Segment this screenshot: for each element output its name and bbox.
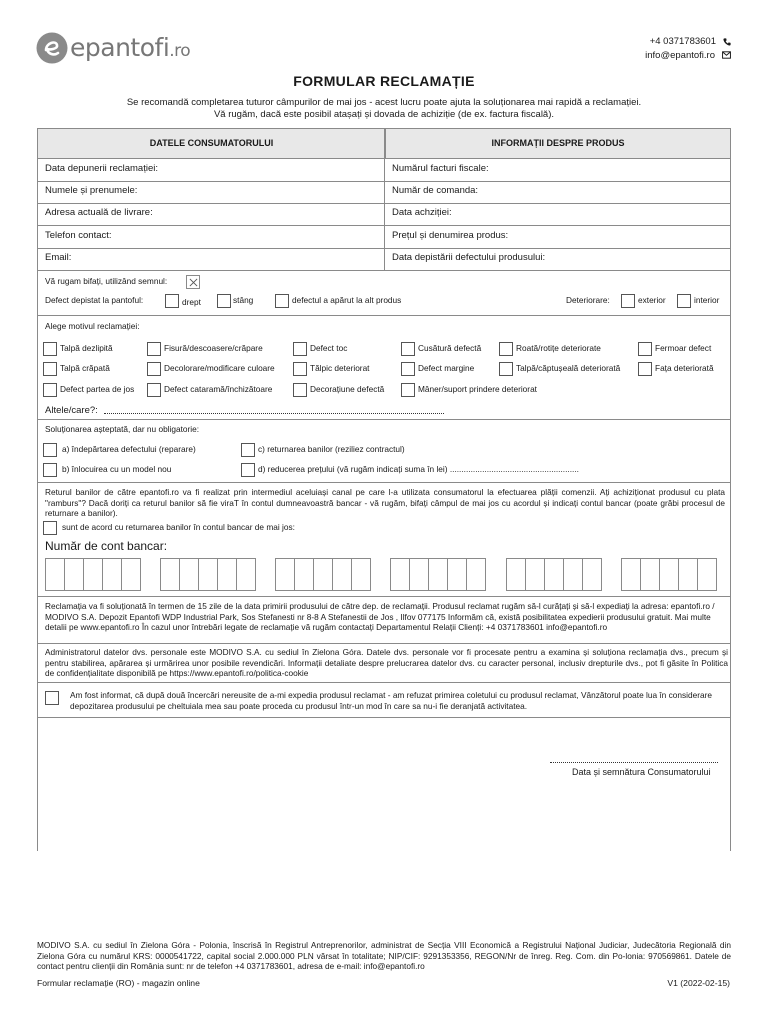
complaint-form: [37, 128, 731, 851]
checkbox-reason-sole-cracked[interactable]: [43, 362, 57, 376]
epantofi-logo-icon: [36, 32, 68, 64]
form-title: FORMULAR RECLAMAȚIE: [293, 73, 475, 89]
resolution-info-text: Reclamația va fi soluționată în termen de 15 zile de la data primirii produsului de către dep. de reclamații. Produsul reclamat rugăm să-l curățați și să-l expediați la adresa: epantofi.ro / MODIVO S.A. Depozit Epantofi WDP Industrial Park, Sos Stefanesti nr 8-8 A Stefanestii de Jos , Ilfov 077175 Informăm că, există posibilitatea expedierii produsului gratuit. Mai multe detalii pe www.epantofi.ro În cazul unor întrebări legate de reclamație vă rugăm contactați Departamentul Relații Clienți: +4 0371783601 info@epantofi.ro: [45, 601, 715, 633]
signature-line[interactable]: [550, 762, 718, 763]
reason-crack-seam: Fisură/descoasere/crăpare: [164, 343, 263, 353]
left-shoe-label: stâng: [233, 295, 254, 305]
checkbox-reason-crack-seam[interactable]: [147, 342, 161, 356]
checkbox-informed-consent[interactable]: [45, 691, 59, 705]
field-complaint-date[interactable]: Data depunerii reclamației:: [45, 163, 159, 174]
checkbox-interior[interactable]: [677, 294, 691, 308]
bank-account-group-5[interactable]: [506, 558, 601, 591]
checkbox-solution-refund[interactable]: [241, 443, 255, 457]
contact-email-text: info@epantofi.ro: [645, 49, 715, 61]
signature-label: Data și semnătura Consumatorului: [572, 767, 711, 777]
bank-account-group-6[interactable]: [621, 558, 716, 591]
bank-account-label: Număr de cont bancar:: [45, 539, 168, 553]
checkbox-other-product[interactable]: [275, 294, 289, 308]
checkbox-reason-heel-defect[interactable]: [293, 342, 307, 356]
field-phone[interactable]: Telefon contact:: [45, 230, 112, 241]
solution-discount: d) reducerea prețului (vă rugăm indicați suma în lei) ........................................................: [258, 464, 579, 474]
document-name: Formular reclamație (RO) - magazin online: [37, 978, 200, 988]
gdpr-text: Administratorul datelor dvs. personale este MODIVO S.A. cu sediul în Zielona Góra. Datele dvs. personale vor fi procesate pentru a examina și soluționa reclamația dvs., precum și pentru stabilirea, apărarea și urmărirea unor posibile revendicări. Informații detaliate despre prelucrarea datelor dvs. cu caracter personal, inclusiv drepturile dvs., pot fi găsite în Politica de confidențialitate disponibilă pe https://www.epantofi.ro/politica-cookie: [45, 647, 728, 679]
exterior-label: exterior: [638, 295, 666, 305]
field-order-number[interactable]: Număr de comanda:: [392, 185, 479, 196]
reason-zipper: Fermoar defect: [655, 343, 712, 353]
reason-discoloration: Decolorare/modificare culoare: [164, 363, 275, 373]
checkbox-reason-wheels[interactable]: [499, 342, 513, 356]
interior-label: interior: [694, 295, 720, 305]
reason-wheels: Roată/rotițe deteriorate: [516, 343, 601, 353]
reason-edge-defect: Defect margine: [418, 363, 475, 373]
solution-replace: b) înlocuirea cu un model nou: [62, 464, 172, 474]
checkbox-reason-face-damaged[interactable]: [638, 362, 652, 376]
field-price-product[interactable]: Prețul și denumirea produs:: [392, 230, 509, 241]
consumer-data-header: DATELE CONSUMATORULUI: [38, 129, 385, 159]
reason-sole-detached: Talpă dezlipită: [60, 343, 113, 353]
reason-buckle: Defect cataramă/închizătoare: [164, 384, 273, 394]
solution-repair: a) îndepărtarea defectului (reparare): [62, 444, 196, 454]
contact-phone-text: +4 0371783601: [649, 36, 716, 47]
defect-shoe-label: Defect depistat la pantoful:: [45, 295, 144, 305]
other-product-label: defectul a apărut la alt produs: [292, 295, 402, 305]
reason-other-label: Altele/care?:: [45, 405, 98, 416]
contact-phone: [645, 35, 731, 49]
checkbox-left-shoe[interactable]: [217, 294, 231, 308]
bank-refund-consent-label: sunt de acord cu returnarea banilor în contul bancar de mai jos:: [62, 522, 295, 532]
subtitle-line-1: Se recomandă completarea tuturor câmpurilor de mai jos - acest lucru poate ajuta la soluționarea mai rapidă a reclamației.: [126, 97, 642, 108]
reason-heel-defect: Defect toc: [310, 343, 348, 353]
marking-instruction: Vă rugam bifați, utilizând semnul:: [45, 276, 168, 286]
checkbox-bank-refund-consent[interactable]: [43, 521, 57, 535]
reason-sole-cracked: Talpă crăpată: [60, 363, 110, 373]
product-info-header: INFORMAȚII DESPRE PRODUS: [385, 129, 730, 159]
legal-footer: MODIVO S.A. cu sediul în Zielona Góra - Polonia, înscrisă în Registrul Antreprenorilor, administrat de Secția VIII Economică a Registrului Național Judiciar, Judecătoria Regională din Zielona Góra cu numărul KRS: 0000541722, capital social 2.000.000 PLN vărsat în totalitate; NIP/CIF: 9291353356, REGON/Nr de înreg. Reg. Com. din Po-lonia: 970569861. Datele de contact pentru clienții din România sunt: nr de telefon +4 0371783601, adresa de e-mail: info@epantofi.ro: [37, 940, 731, 972]
checkbox-reason-heel-tip[interactable]: [293, 362, 307, 376]
checkbox-reason-decoration[interactable]: [293, 383, 307, 397]
x-mark-sample: [186, 275, 200, 289]
checkbox-solution-discount[interactable]: [241, 463, 255, 477]
contact-info: [645, 35, 731, 62]
bank-account-group-4[interactable]: [390, 558, 485, 591]
solution-refund: c) returnarea banilor (reziliez contractul): [258, 444, 405, 454]
phone-icon: [723, 38, 731, 46]
field-invoice-number[interactable]: Numărul facturi fiscale:: [392, 163, 489, 174]
field-delivery-address[interactable]: Adresa actuală de livrare:: [45, 207, 153, 218]
reason-handle: Mâner/suport prindere deteriorat: [418, 384, 537, 394]
checkbox-reason-seam-defect[interactable]: [401, 342, 415, 356]
checkbox-solution-repair[interactable]: [43, 443, 57, 457]
reason-heel-tip: Tălpic deteriorat: [310, 363, 370, 373]
checkbox-reason-zipper[interactable]: [638, 342, 652, 356]
checkbox-reason-edge-defect[interactable]: [401, 362, 415, 376]
reason-bottom-defect: Defect partea de jos: [60, 384, 135, 394]
contact-email: [645, 49, 731, 63]
brand-logo: [36, 32, 190, 64]
refund-info-text: Returul banilor de către epantofi.ro va fi realizat prin intermediul aceluiași canal pe care l-a utilizata consumatorul la efectuarea plății comenzii. Ați achiziționat produsul cu plata "ramburs"? Dacă doriți ca returul banilor să fie viraT în contul dumneavoastră bancar - vă rugăm, bifați câmpul de mai jos cu acordul și indicați contul bancar (poate grăbi procesul de returnare a banilor).: [45, 487, 725, 519]
field-full-name[interactable]: Numele și prenumele:: [45, 185, 138, 196]
checkbox-exterior[interactable]: [621, 294, 635, 308]
deterioration-label: Deteriorare:: [566, 295, 610, 305]
checkbox-reason-handle[interactable]: [401, 383, 415, 397]
reason-seam-defect: Cusătură defectă: [418, 343, 482, 353]
checkbox-solution-replace[interactable]: [43, 463, 57, 477]
field-email[interactable]: Email:: [45, 252, 72, 263]
checkbox-reason-lining[interactable]: [499, 362, 513, 376]
right-shoe-label: drept: [182, 297, 201, 307]
document-version: V1 (2022-02-15): [667, 978, 730, 988]
informed-consent-text: Am fost informat, că după două încercări nereusite de a-mi expedia produsul reclamat - am refuzat primirea coletului cu produsul reclamat, Vânzătorul poate lua în considerare depozitarea produsului pe cheltuiala mea sau poate proceda cu produsul într-un mod în care sa nu-i fie deranjată activitatea.: [70, 690, 712, 711]
subtitle-line-2: Vă rugăm, dacă este posibil atașați și dovada de achiziție (de ex. factura fiscală).: [213, 108, 555, 120]
checkbox-reason-bottom-defect[interactable]: [43, 383, 57, 397]
field-purchase-date[interactable]: Data achziției:: [392, 207, 452, 218]
checkbox-right-shoe[interactable]: [165, 294, 179, 308]
bank-account-group-1[interactable]: [45, 558, 140, 591]
solutions-label: Soluționarea așteptată, dar nu obligatorie:: [45, 424, 200, 434]
reason-lining: Talpă/căptușeală deteriorată: [516, 363, 621, 373]
reason-face-damaged: Fața deteriorată: [655, 363, 714, 373]
x-mark-icon: [189, 278, 198, 287]
mail-icon: [722, 51, 731, 59]
reason-decoration: Decorațiune defectă: [310, 384, 385, 394]
bank-account-group-2[interactable]: [160, 558, 255, 591]
reason-other-input[interactable]: [104, 413, 444, 414]
checkbox-reason-discoloration[interactable]: [147, 362, 161, 376]
brand-name: epantofi.ro: [70, 32, 191, 62]
bank-account-group-3[interactable]: [275, 558, 370, 591]
reasons-label: Alege motivul reclamației:: [45, 321, 140, 331]
checkbox-reason-sole-detached[interactable]: [43, 342, 57, 356]
field-defect-date[interactable]: Data depistării defectului produsului:: [392, 252, 546, 263]
checkbox-reason-buckle[interactable]: [147, 383, 161, 397]
form-subtitle: [0, 97, 768, 120]
